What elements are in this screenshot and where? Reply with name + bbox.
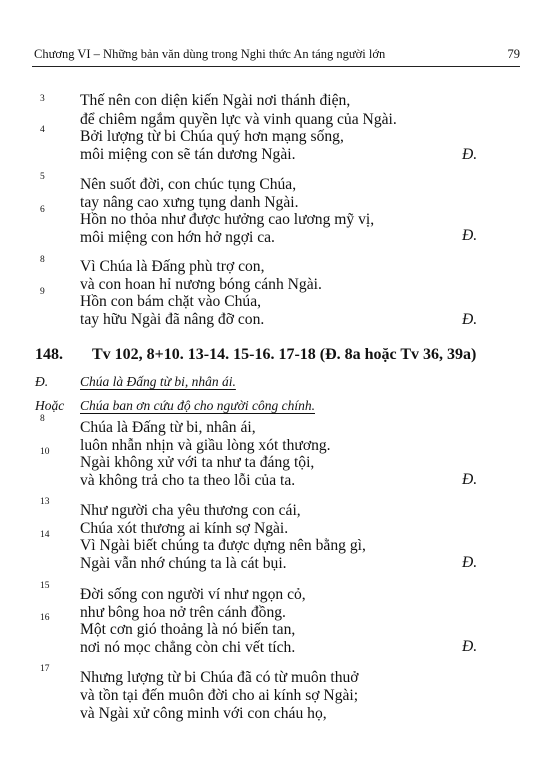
verse-line: Hồn con bám chặt vào Chúa, xyxy=(80,293,262,310)
response-mark: Đ. xyxy=(462,146,478,163)
verse-line: Chúa là Đấng từ bi, nhân ái, xyxy=(80,419,256,436)
verse-number: 3 xyxy=(40,94,45,104)
verse-line: Một cơn gió thoảng là nó biến tan, xyxy=(80,621,296,638)
verse-line: để chiêm ngắm quyền lực và vinh quang của Ngài. xyxy=(80,111,397,128)
verse-number: 10 xyxy=(40,447,50,457)
verse-number: 8 xyxy=(40,255,45,265)
page-number: 79 xyxy=(507,47,520,61)
verse-number: 4 xyxy=(40,125,45,135)
verse-line: và con hoan hỉ nương bóng cánh Ngài. xyxy=(80,276,322,293)
verse-number: 13 xyxy=(40,497,50,507)
verse-line: Đời sống con người ví như ngọn cỏ, xyxy=(80,586,306,603)
verse-line: Chúa xót thương ai kính sợ Ngài. xyxy=(80,520,289,537)
verse-line: nơi nó mọc chẳng còn chi vết tích. xyxy=(80,639,296,656)
verse-line: Bởi lượng từ bi Chúa quý hơn mạng sống, xyxy=(80,128,344,145)
verse-line: như bông hoa nở trên cánh đồng. xyxy=(80,604,286,621)
response-label: Đ. xyxy=(35,374,49,389)
verse-line: môi miệng con sẽ tán dương Ngài. xyxy=(80,146,296,163)
running-header xyxy=(32,44,520,67)
verse-line: Như người cha yêu thương con cái, xyxy=(80,502,301,519)
verse-line: Nhưng lượng từ bi Chúa đã có từ muôn thuở xyxy=(80,669,359,686)
verse-line: Hồn no thỏa như được hưởng cao lương mỹ vị, xyxy=(80,211,375,228)
verse-number: 8 xyxy=(40,414,45,424)
verse-line: Ngài không xử với ta như ta đáng tội, xyxy=(80,454,315,471)
verse-line: tay hữu Ngài đã nâng đỡ con. xyxy=(80,311,265,328)
response-mark: Đ. xyxy=(462,638,478,655)
verse-number: 16 xyxy=(40,613,50,623)
alternative-label: Hoặc xyxy=(35,398,65,413)
response-mark: Đ. xyxy=(462,471,478,488)
section-title: Tv 102, 8+10. 13-14. 15-16. 17-18 (Đ. 8a hoặc Tv 36, 39a) xyxy=(92,346,477,363)
verse-line: và Ngài xử công minh với con cháu họ, xyxy=(80,705,327,722)
response-text: Chúa là Đấng từ bi, nhân ái. xyxy=(80,374,236,389)
verse-line: và tồn tại đến muôn đời cho ai kính sợ Ngài; xyxy=(80,687,359,704)
alternative-text: Chúa ban ơn cứu độ cho người công chính. xyxy=(80,398,315,413)
verse-number: 6 xyxy=(40,205,45,215)
verse-number: 17 xyxy=(40,664,50,674)
chapter-title: Chương VI – Những bản văn dùng trong Nghi thức An táng người lớn xyxy=(34,47,386,61)
verse-line: Vì Ngài biết chúng ta được dựng nên bằng gì, xyxy=(80,537,366,554)
verse-line: Thế nên con diện kiến Ngài nơi thánh điện, xyxy=(80,92,351,109)
section-number: 148. xyxy=(35,346,63,363)
verse-number: 15 xyxy=(40,581,50,591)
verse-line: Nên suốt đời, con chúc tụng Chúa, xyxy=(80,176,297,193)
response-mark: Đ. xyxy=(462,227,478,244)
verse-line: Vì Chúa là Đấng phù trợ con, xyxy=(80,258,265,275)
verse-line: luôn nhẫn nhịn và giầu lòng xót thương. xyxy=(80,437,331,454)
verse-line: tay nâng cao xưng tụng danh Ngài. xyxy=(80,194,299,211)
verse-number: 14 xyxy=(40,530,50,540)
verse-number: 9 xyxy=(40,287,45,297)
verse-number: 5 xyxy=(40,172,45,182)
response-mark: Đ. xyxy=(462,311,478,328)
verse-line: Ngài vẫn nhớ chúng ta là cát bụi. xyxy=(80,555,287,572)
response-mark: Đ. xyxy=(462,554,478,571)
verse-line: môi miệng con hớn hở ngợi ca. xyxy=(80,229,275,246)
verse-line: và không trả cho ta theo lỗi của ta. xyxy=(80,472,296,489)
